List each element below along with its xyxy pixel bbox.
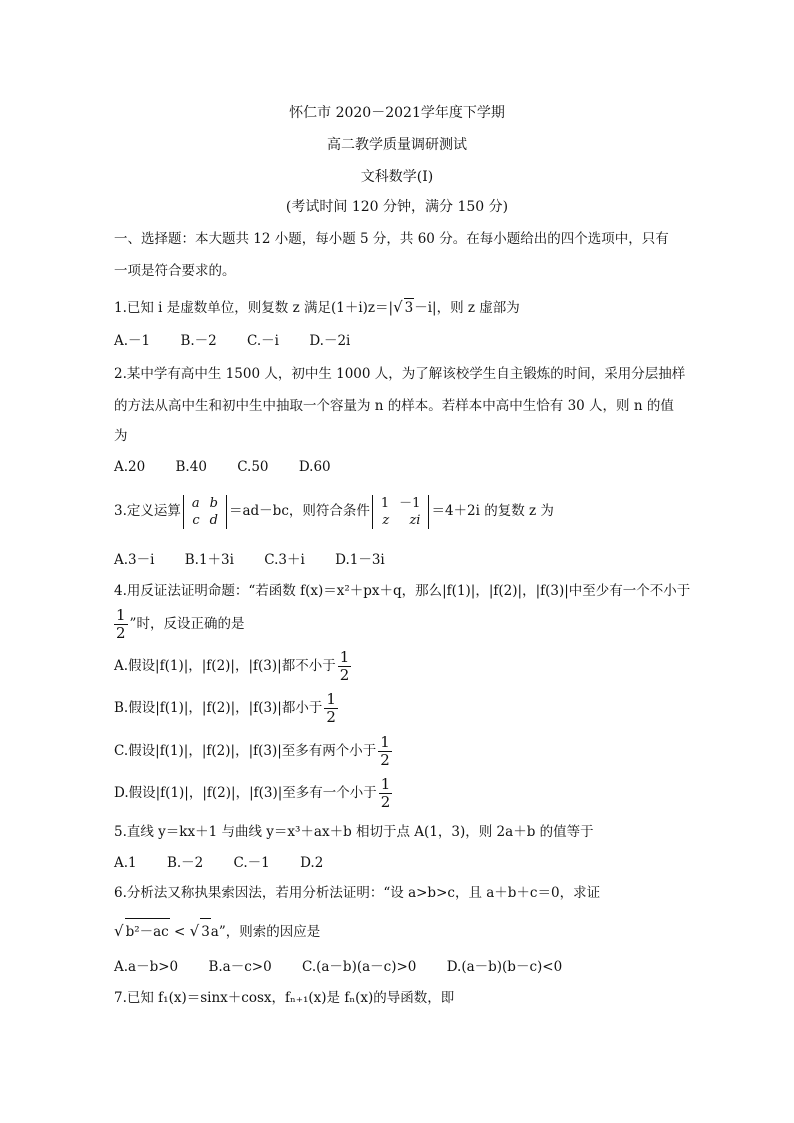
question-5-option-a: A.1: [114, 855, 137, 871]
question-6-radicand-1: b²－ac: [125, 918, 170, 945]
question-6-option-b: B.a－c>0: [208, 959, 272, 975]
fraction-one-half: [324, 691, 338, 726]
question-3-options: [114, 551, 411, 569]
question-6-options: [114, 958, 588, 976]
question-3-stem: [114, 494, 554, 529]
question-5-option-b: B.－2: [166, 855, 204, 871]
question-4-option-b: [114, 690, 340, 726]
fraction-numerator: 1: [326, 690, 336, 708]
question-3-stem-post: ＝4＋2i 的复数 z 为: [431, 503, 554, 519]
question-6-option-c: C.(a－b)(a－c)>0: [301, 959, 417, 975]
fraction-one-half: [338, 649, 352, 684]
question-7-stem: 7.已知 f₁(x)＝sinx＋cosx，fₙ₊₁(x)是 fₙ(x)的导函数，即: [114, 990, 455, 1006]
question-4-line1: 4.用反证法证明命题：“若函数 f(x)＝x²＋px＋q，那么|f(1)|，|f(2)|，|f(3)|中至少有一个不小于: [114, 583, 691, 599]
question-3-stem-mid: ＝ad－bc，则符合条件: [228, 503, 370, 519]
question-6-less-than: <: [169, 924, 190, 940]
question-2-option-c: C.50: [237, 459, 269, 475]
fraction-denominator: 2: [380, 793, 391, 811]
question-6-line2: [114, 918, 320, 945]
question-2-line3: 为: [114, 428, 128, 444]
fraction-numerator: 1: [116, 606, 126, 624]
fraction-numerator: 1: [380, 775, 391, 793]
question-3-stem-pre: 3.定义运算: [114, 503, 181, 519]
question-4-option-a: [114, 648, 353, 684]
sqrt-symbol: √: [189, 922, 200, 940]
question-4-option-c-text: C.假设|f(1)|，|f(2)|，|f(3)|至多有两个小于: [114, 743, 377, 759]
question-1-stem-pre: 1.已知 i 是虚数单位，则复数 z 满足(1＋i)z＝|: [114, 300, 394, 316]
fraction-numerator: 1: [339, 648, 350, 666]
question-1-stem-post: －i|，则 z 虚部为: [414, 300, 520, 316]
question-6-var-a: a: [210, 924, 219, 940]
question-1-options: [114, 332, 376, 350]
sqrt-symbol: √: [393, 298, 403, 316]
question-5-option-d: D.2: [300, 855, 324, 871]
exam-header-subject: 文科数学(Ⅰ): [360, 169, 434, 185]
question-6-line1: 6.分析法又称执果索因法，若用分析法证明：“设 a>b>c，且 a＋b＋c＝0，求证: [114, 885, 601, 901]
det1-b: b: [209, 495, 218, 511]
fraction-one-half: [378, 734, 392, 769]
det2-11: 1: [380, 495, 390, 511]
question-6-option-d: D.(a－b)(b－c)<0: [446, 959, 563, 975]
question-3-option-a: A.3－i: [114, 552, 155, 568]
question-2-options: [114, 458, 357, 476]
question-4-line2-text: ”时，反设正确的是: [129, 616, 245, 632]
det1-a: a: [191, 495, 200, 511]
exam-header-school: 怀仁市 2020－2021学年度下学期: [289, 105, 505, 121]
sqrt-symbol: √: [114, 922, 124, 940]
question-5-option-c: C.－1: [233, 855, 270, 871]
question-4-line2: [112, 606, 244, 642]
question-3-option-b: B.1＋3i: [184, 552, 234, 568]
question-4-option-a-text: A.假设|f(1)|，|f(2)|，|f(3)|都不小于: [114, 658, 336, 674]
question-4-option-c: [114, 733, 394, 769]
question-5-options: [114, 854, 349, 872]
question-1-radicand: 3: [404, 300, 414, 316]
question-6-option-a: A.a－b>0: [114, 959, 179, 975]
det1-d: d: [209, 512, 218, 528]
question-1-stem: [114, 298, 520, 317]
fraction-denominator: 2: [326, 708, 336, 726]
fraction-one-half: [379, 776, 393, 811]
question-4-option-d: [114, 775, 394, 811]
question-4-option-d-text: D.假设|f(1)|，|f(2)|，|f(3)|至多有一个小于: [114, 785, 377, 801]
question-3-option-c: C.3＋i: [264, 552, 305, 568]
fraction-numerator: 1: [380, 733, 390, 751]
exam-header-time: (考试时间 120 分钟，满分 150 分): [285, 199, 509, 215]
question-6-radicand-2: 3: [200, 918, 211, 945]
det2-12: －1: [399, 495, 421, 511]
question-1-option-a: A.－1: [114, 333, 151, 349]
question-2-line2: 的方法从高中生和初中生中抽取一个容量为 n 的样本。若样本中高中生恰有 30 人，则 n 的值: [114, 398, 674, 414]
question-5-stem: 5.直线 y＝kx＋1 与曲线 y＝x³＋ax＋b 相切于点 A(1，3)，则 2a＋b 的值等于: [114, 824, 594, 840]
fraction-denominator: 2: [339, 666, 350, 684]
question-1-option-b: B.－2: [180, 333, 217, 349]
question-4-option-b-text: B.假设|f(1)|，|f(2)|，|f(3)|都小于: [114, 700, 323, 716]
section-instructions-line2: 一项是符合要求的。: [114, 263, 236, 279]
fraction-denominator: 2: [380, 751, 390, 769]
det1-c: c: [192, 512, 200, 528]
question-3-option-d: D.1－3i: [335, 552, 385, 568]
question-2-option-b: B.40: [175, 459, 207, 475]
fraction-one-half: [114, 607, 128, 642]
question-2-option-d: D.60: [298, 459, 331, 475]
question-2-line1: 2.某中学有高中生 1500 人，初中生 1000 人，为了解该校学生自主锻炼的时间，采用分层抽样: [114, 366, 686, 382]
determinant-condition: [372, 495, 430, 529]
question-6-line2-text: ”，则索的因应是: [218, 924, 321, 940]
exam-header-title: 高二教学质量调研测试: [327, 137, 467, 153]
question-1-option-d: D.－2i: [309, 333, 351, 349]
question-2-option-a: A.20: [114, 459, 146, 475]
det2-21: z: [382, 512, 390, 528]
determinant-abcd: [183, 495, 227, 529]
det2-22: zi: [409, 512, 421, 528]
question-1-option-c: C.－i: [247, 333, 280, 349]
section-instructions-line1: 一、选择题：本大题共 12 小题，每小题 5 分，共 60 分。在每小题给出的四个选项中，只有: [114, 231, 669, 247]
fraction-denominator: 2: [116, 624, 126, 642]
